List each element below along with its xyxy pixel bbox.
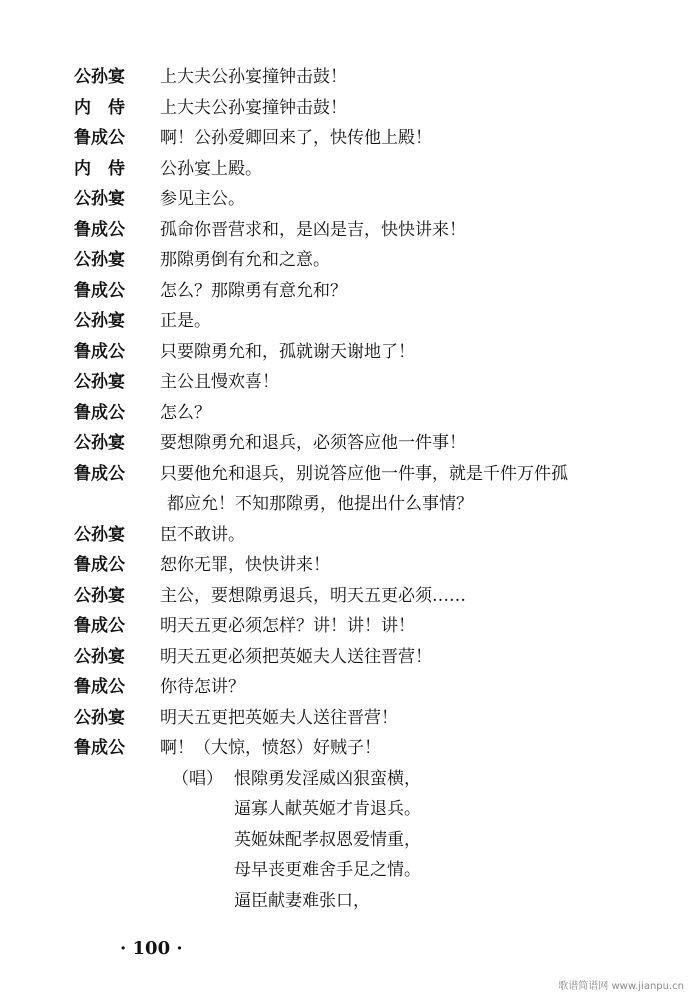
song-line (74, 825, 674, 856)
speaker-name: 公孙宴 (74, 433, 125, 453)
speech-text: 正是。 (160, 311, 211, 331)
speech-text: 啊！公孙爱卿回来了，快传他上殿！ (160, 128, 432, 148)
dialogue-line (74, 398, 674, 429)
song-verse: 恨隙勇发淫威凶狠蛮横， (234, 768, 421, 789)
dialogue-line (74, 550, 674, 581)
speaker-name: 公孙宴 (74, 707, 125, 728)
dialogue-line (74, 154, 674, 185)
speech-text: 只要隙勇允和，孤就谢天谢地了！ (160, 341, 415, 362)
dialogue-line (74, 367, 674, 398)
speech-text: 孤命你晋营求和，是凶是吉，快快讲来！ (160, 219, 466, 240)
speech-text: 怎么？那隙勇有意允和？ (160, 280, 347, 301)
speaker-name: 鲁成公 (74, 402, 125, 423)
song-verse: 逼寡人献英姬才肯退兵。 (234, 799, 421, 819)
speech-text: 主公且慢欢喜！ (160, 372, 279, 392)
song-line (74, 764, 674, 795)
speech-text: 公孙宴上殿。 (160, 158, 262, 179)
speech-text: 都应允！不知那隙勇，他提出什么事情？ (167, 494, 473, 514)
speech-text: 明天五更必须把英姬夫人送往晋营！ (160, 646, 432, 667)
speech-text: 上大夫公孙宴撞钟击鼓！ (160, 67, 347, 87)
speech-text: 要想隙勇允和退兵，必须答应他一件事！ (160, 433, 466, 453)
speaker-name: 公孙宴 (74, 585, 125, 606)
dialogue-line (74, 123, 674, 154)
dialogue-line (74, 733, 674, 764)
dialogue-continuation (74, 489, 674, 520)
dialogue-line (74, 245, 674, 276)
speaker-name: 公孙宴 (74, 250, 125, 270)
speaker-name: 公孙宴 (74, 524, 125, 545)
sing-marker: （唱） (172, 768, 223, 789)
dialogue-line (74, 337, 674, 368)
speech-text: 啊！（大惊，愤怒）好贼子！ (160, 738, 381, 758)
page-number: · 100 · (120, 938, 183, 959)
dialogue-line (74, 93, 674, 124)
song-verse: 逼臣献妻难张口， (234, 890, 370, 911)
song-verse: 英姬妹配孝叔恩爱情重， (234, 829, 421, 850)
speech-text: 明天五更把英姬夫人送往晋营！ (160, 707, 398, 728)
speech-text: 臣不敢讲。 (160, 524, 245, 545)
song-verse: 母早丧更难舍手足之情。 (234, 860, 421, 880)
speech-text: 上大夫公孙宴撞钟击鼓！ (160, 97, 347, 118)
dialogue-line (74, 62, 674, 93)
dialogue-line (74, 672, 674, 703)
speaker-name: 鲁成公 (74, 341, 125, 362)
song-line (74, 855, 674, 886)
speech-text: 主公，要想隙勇退兵，明天五更必须…… (160, 585, 466, 606)
dialogue-line (74, 703, 674, 734)
speech-text: 参见主公。 (160, 189, 245, 209)
dialogue-line (74, 306, 674, 337)
dialogue-block (74, 62, 674, 916)
song-line (74, 886, 674, 917)
dialogue-line (74, 276, 674, 307)
speaker-name: 鲁成公 (74, 463, 125, 484)
dialogue-line (74, 184, 674, 215)
speech-text: 只要他允和退兵，别说答应他一件事，就是千件万件孤 (160, 463, 568, 484)
speaker-name: 公孙宴 (74, 67, 125, 87)
speaker-name: 鲁成公 (74, 616, 125, 636)
speaker-name: 公孙宴 (74, 372, 125, 392)
speaker-name: 内 侍 (74, 97, 125, 118)
speaker-name: 鲁成公 (74, 280, 125, 301)
dialogue-line (74, 215, 674, 246)
speaker-name: 鲁成公 (74, 219, 125, 240)
dialogue-line (74, 642, 674, 673)
speaker-name: 公孙宴 (74, 189, 125, 209)
dialogue-line (74, 428, 674, 459)
dialogue-line (74, 459, 674, 490)
speaker-name: 鲁成公 (74, 128, 125, 148)
dialogue-line (74, 581, 674, 612)
song-line (74, 794, 674, 825)
dialogue-line (74, 520, 674, 551)
speaker-name: 公孙宴 (74, 646, 125, 667)
speech-text: 那隙勇倒有允和之意。 (160, 250, 330, 270)
speech-text: 你待怎讲？ (160, 677, 245, 697)
speaker-name: 公孙宴 (74, 311, 125, 331)
speech-text: 恕你无罪，快快讲来！ (160, 555, 330, 575)
speaker-name: 内 侍 (74, 158, 125, 179)
speaker-name: 鲁成公 (74, 738, 125, 758)
speaker-name: 鲁成公 (74, 555, 125, 575)
dialogue-line (74, 611, 674, 642)
speech-text: 怎么？ (160, 402, 211, 423)
site-watermark: 歌谱简谱网 www.jianpu.cn (558, 981, 684, 992)
speech-text: 明天五更必须怎样？讲！讲！讲！ (160, 616, 415, 636)
speaker-name: 鲁成公 (74, 677, 125, 697)
